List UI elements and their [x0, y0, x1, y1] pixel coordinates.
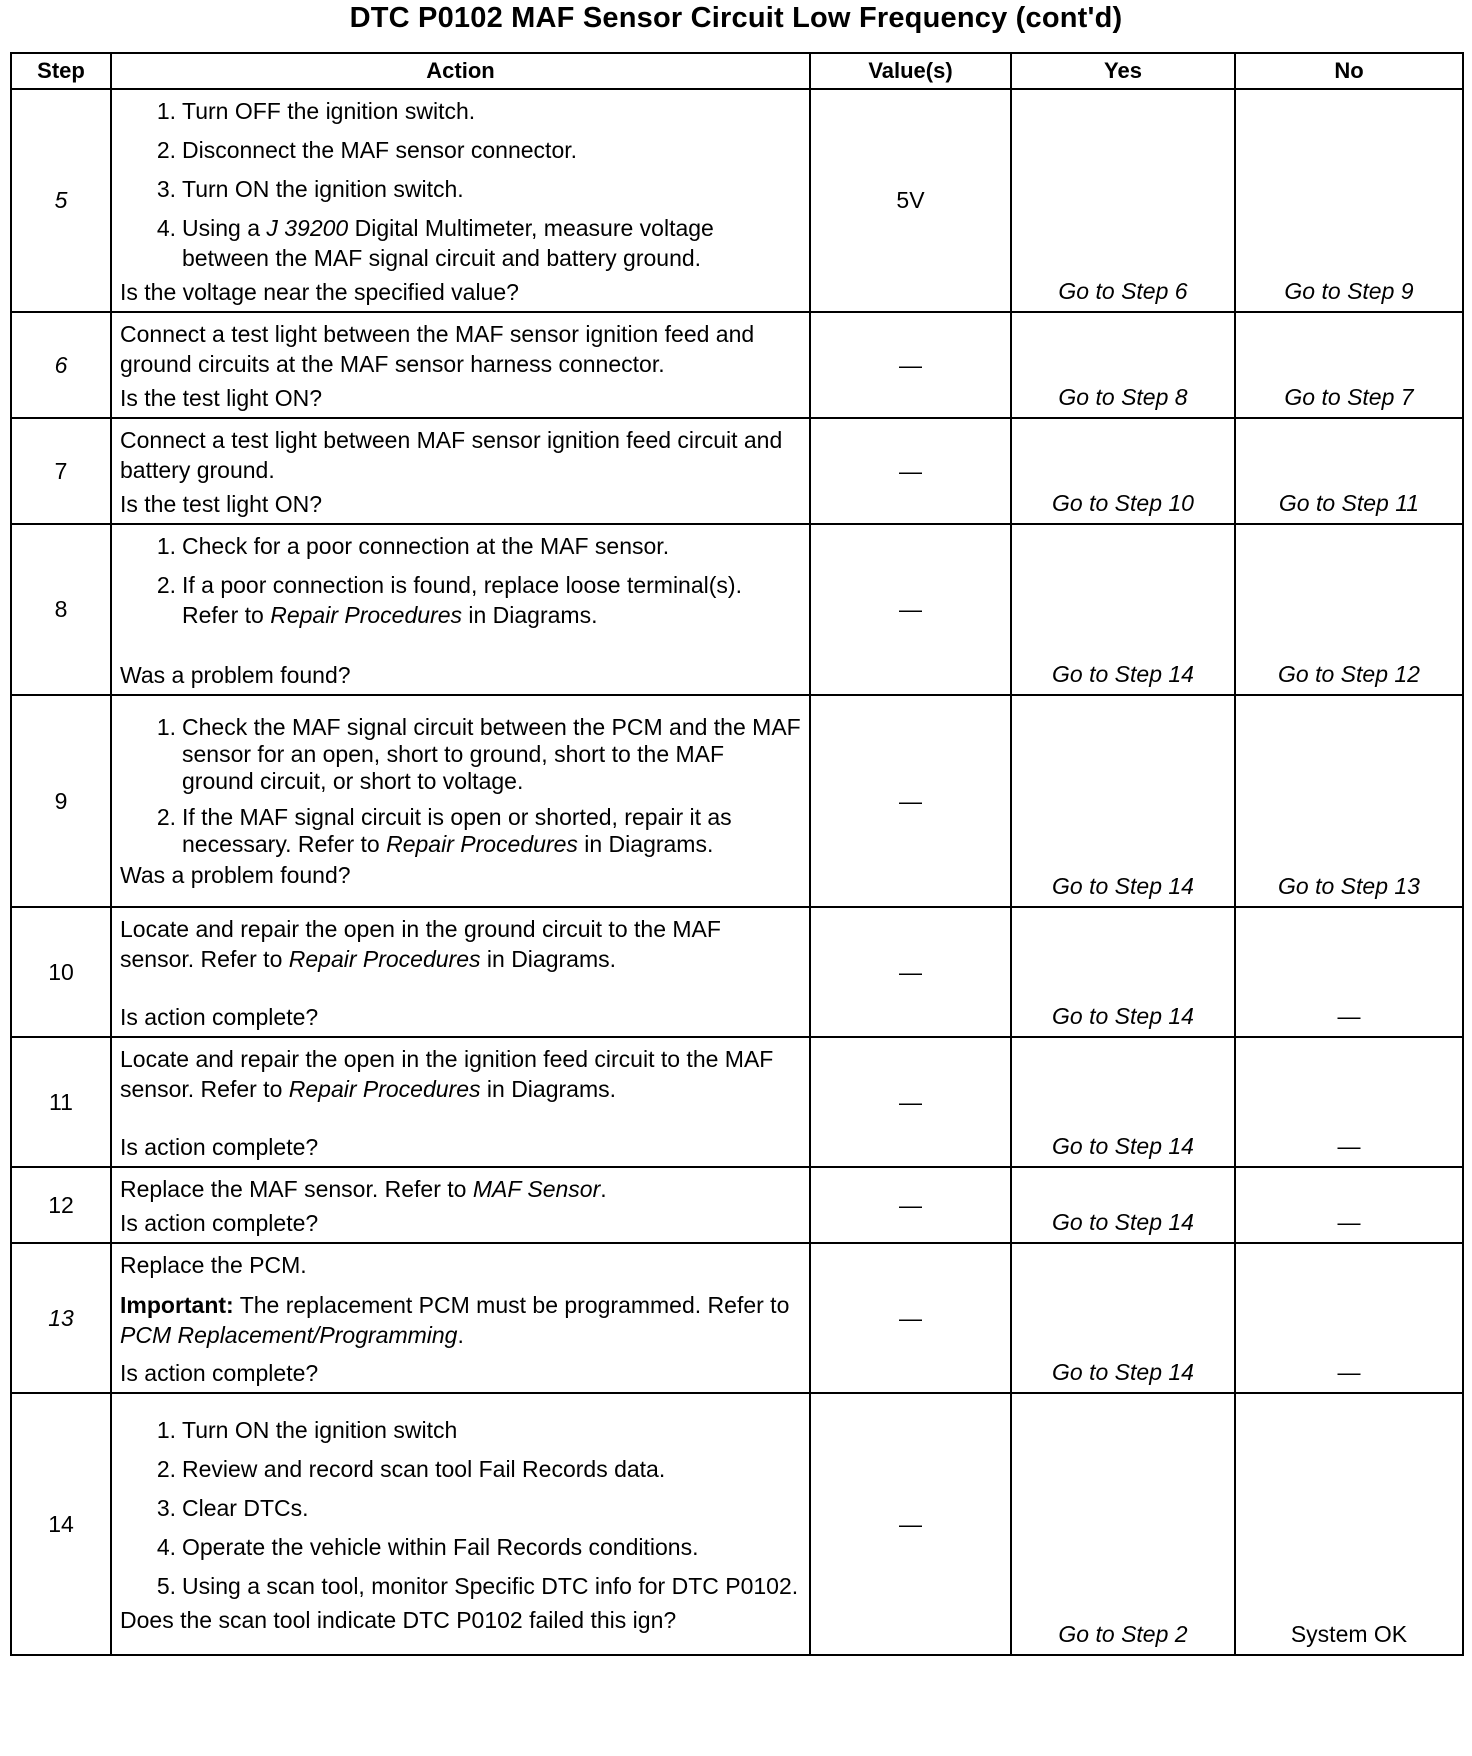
no-cell: —	[1235, 1243, 1463, 1393]
diagnostic-table	[10, 52, 1464, 1656]
step-number: 7	[11, 418, 111, 524]
list-item	[120, 531, 801, 561]
question-text: Is action complete?	[120, 1004, 319, 1030]
action-cell	[111, 312, 810, 418]
list-item	[120, 1532, 801, 1562]
question-text: Is action complete?	[120, 1360, 319, 1386]
no-cell: System OK	[1235, 1393, 1463, 1655]
action-text	[120, 1174, 801, 1204]
table-row-step-8	[11, 524, 1463, 695]
value-cell: 5V	[810, 89, 1011, 312]
action-text-part: in Diagrams.	[480, 1076, 616, 1102]
list-number: 3.	[156, 1495, 176, 1521]
action-text	[120, 914, 801, 974]
question-text: Does the scan tool indicate DTC P0102 failed this ign?	[120, 1607, 677, 1633]
question-text: Is the voltage near the specified value?	[120, 279, 519, 305]
table-row-step-9	[11, 695, 1463, 907]
page-title: DTC P0102 MAF Sensor Circuit Low Frequency (cont'd)	[349, 2, 1123, 34]
action-text-part: .	[600, 1176, 607, 1202]
action-text-part: Locate and repair the open in the ignition feed circuit to the MAF sensor. Refer to	[120, 1046, 774, 1102]
yes-cell: Go to Step 14	[1011, 695, 1235, 907]
list-text: If a poor connection is found, replace loose terminal(s). Refer to	[182, 572, 742, 628]
list-number: 5.	[156, 1573, 176, 1599]
value-cell: —	[810, 1243, 1011, 1393]
action-text: Replace the PCM.	[120, 1252, 307, 1278]
step-number: 6	[11, 312, 111, 418]
no-cell: —	[1235, 1037, 1463, 1167]
value-cell: —	[810, 524, 1011, 695]
list-text: Turn ON the ignition switch.	[182, 176, 464, 202]
question-text: Was a problem found?	[120, 862, 351, 888]
action-text-part: in Diagrams.	[480, 946, 616, 972]
reference-link-text: Repair Procedures	[288, 1076, 481, 1102]
action-text: Connect a test light between the MAF sensor ignition feed and ground circuits at the MAF sensor harness connector.	[120, 321, 755, 377]
value-cell: —	[810, 1037, 1011, 1167]
action-cell	[111, 1037, 810, 1167]
list-text: Review and record scan tool Fail Records data.	[182, 1456, 666, 1482]
action-cell	[111, 1393, 810, 1655]
table-row-step-7	[11, 418, 1463, 524]
yes-cell: Go to Step 14	[1011, 907, 1235, 1037]
no-cell: —	[1235, 1167, 1463, 1243]
reference-link-text: Repair Procedures	[270, 602, 462, 628]
action-text-part: Locate and repair the open in the ground circuit to the MAF sensor. Refer to	[120, 916, 721, 972]
header-step: Step	[11, 53, 111, 89]
value-cell: —	[810, 418, 1011, 524]
list-text: Turn OFF the ignition switch.	[182, 98, 476, 124]
list-text: Check the MAF signal circuit between the PCM and the MAF sensor for an open, short to ground, short to the MAF ground circuit, or short to voltage.	[182, 714, 801, 794]
action-cell	[111, 1243, 810, 1393]
no-cell: Go to Step 9	[1235, 89, 1463, 312]
table-row-step-14	[11, 1393, 1463, 1655]
no-cell: Go to Step 13	[1235, 695, 1463, 907]
list-number: 1.	[156, 1417, 176, 1443]
header-action: Action	[111, 53, 810, 89]
step-number: 8	[11, 524, 111, 695]
list-item	[120, 96, 801, 126]
yes-cell: Go to Step 14	[1011, 1243, 1235, 1393]
list-item	[120, 1415, 801, 1445]
list-text: Check for a poor connection at the MAF sensor.	[182, 533, 670, 559]
action-list	[120, 714, 801, 858]
important-label: Important:	[120, 1292, 234, 1318]
header-values: Value(s)	[810, 53, 1011, 89]
list-text: Clear DTCs.	[182, 1495, 309, 1521]
action-cell	[111, 524, 810, 695]
list-number: 2.	[156, 804, 176, 830]
yes-cell: Go to Step 14	[1011, 524, 1235, 695]
list-number: 2.	[156, 1456, 176, 1482]
action-list	[120, 96, 801, 273]
step-number: 11	[11, 1037, 111, 1167]
list-number: 1.	[156, 714, 176, 740]
no-cell: —	[1235, 907, 1463, 1037]
action-text: Connect a test light between MAF sensor ignition feed circuit and battery ground.	[120, 427, 783, 483]
list-item	[120, 1493, 801, 1523]
step-number: 14	[11, 1393, 111, 1655]
table-row-step-5	[11, 89, 1463, 312]
question-text: Is action complete?	[120, 1134, 319, 1160]
table-row-step-11	[11, 1037, 1463, 1167]
table-row-step-6	[11, 312, 1463, 418]
question-text: Is the test light ON?	[120, 385, 322, 411]
reference-link-text: MAF Sensor	[472, 1176, 601, 1202]
no-cell: Go to Step 7	[1235, 312, 1463, 418]
list-number: 2.	[156, 137, 176, 163]
action-text	[120, 1044, 801, 1104]
reference-link-text: Repair Procedures	[386, 831, 578, 857]
yes-cell: Go to Step 2	[1011, 1393, 1235, 1655]
important-text: .	[457, 1322, 464, 1348]
list-number: 4.	[156, 1534, 176, 1560]
yes-cell: Go to Step 14	[1011, 1037, 1235, 1167]
action-list	[120, 531, 801, 630]
reference-link-text: Repair Procedures	[288, 946, 481, 972]
list-item	[120, 804, 801, 858]
reference-link-text: PCM Replacement/Programming	[120, 1322, 458, 1348]
no-cell: Go to Step 12	[1235, 524, 1463, 695]
step-number: 10	[11, 907, 111, 1037]
header-yes: Yes	[1011, 53, 1235, 89]
value-cell: —	[810, 1393, 1011, 1655]
action-text-part: Replace the MAF sensor. Refer to	[120, 1176, 473, 1202]
list-number: 1.	[156, 98, 176, 124]
important-text: The replacement PCM must be programmed. Refer to	[233, 1292, 790, 1318]
step-number: 9	[11, 695, 111, 907]
action-cell	[111, 89, 810, 312]
table-row-step-12	[11, 1167, 1463, 1243]
tool-reference: J 39200	[266, 215, 349, 241]
value-cell: —	[810, 907, 1011, 1037]
list-item	[120, 570, 801, 630]
value-cell: —	[810, 1167, 1011, 1243]
list-text: in Diagrams.	[577, 831, 714, 857]
list-item	[120, 1571, 801, 1601]
list-text: Digital Multimeter, measure voltage between the MAF signal circuit and battery ground.	[182, 215, 714, 271]
step-number: 13	[11, 1243, 111, 1393]
value-cell: —	[810, 695, 1011, 907]
list-text: If the MAF signal circuit is open or shorted, repair it as necessary. Refer to	[182, 804, 732, 857]
table-row-step-13	[11, 1243, 1463, 1393]
yes-cell: Go to Step 10	[1011, 418, 1235, 524]
list-text: Turn ON the ignition switch	[182, 1417, 458, 1443]
yes-cell: Go to Step 8	[1011, 312, 1235, 418]
step-number: 5	[11, 89, 111, 312]
list-item	[120, 1454, 801, 1484]
no-cell: Go to Step 11	[1235, 418, 1463, 524]
list-number: 1.	[156, 533, 176, 559]
list-item	[120, 213, 801, 273]
yes-cell: Go to Step 14	[1011, 1167, 1235, 1243]
value-cell: —	[810, 312, 1011, 418]
header-row	[11, 53, 1463, 89]
yes-cell: Go to Step 6	[1011, 89, 1235, 312]
list-number: 3.	[156, 176, 176, 202]
action-cell	[111, 1167, 810, 1243]
list-number: 2.	[156, 572, 176, 598]
header-no: No	[1235, 53, 1463, 89]
list-text: Disconnect the MAF sensor connector.	[182, 137, 578, 163]
question-text: Is action complete?	[120, 1210, 319, 1236]
action-list	[120, 1415, 801, 1601]
list-item	[120, 714, 801, 795]
list-text: Using a scan tool, monitor Specific DTC info for DTC P0102.	[182, 1573, 799, 1599]
question-text: Was a problem found?	[120, 662, 351, 688]
list-text: in Diagrams.	[461, 602, 598, 628]
list-item	[120, 135, 801, 165]
table-row-step-10	[11, 907, 1463, 1037]
question-text: Is the test light ON?	[120, 491, 322, 517]
list-number: 4.	[156, 215, 176, 241]
important-note	[120, 1290, 801, 1350]
list-text: Using a	[182, 215, 267, 241]
step-number: 12	[11, 1167, 111, 1243]
action-cell	[111, 695, 810, 907]
action-cell	[111, 418, 810, 524]
list-text: Operate the vehicle within Fail Records conditions.	[182, 1534, 699, 1560]
action-cell	[111, 907, 810, 1037]
list-item	[120, 174, 801, 204]
